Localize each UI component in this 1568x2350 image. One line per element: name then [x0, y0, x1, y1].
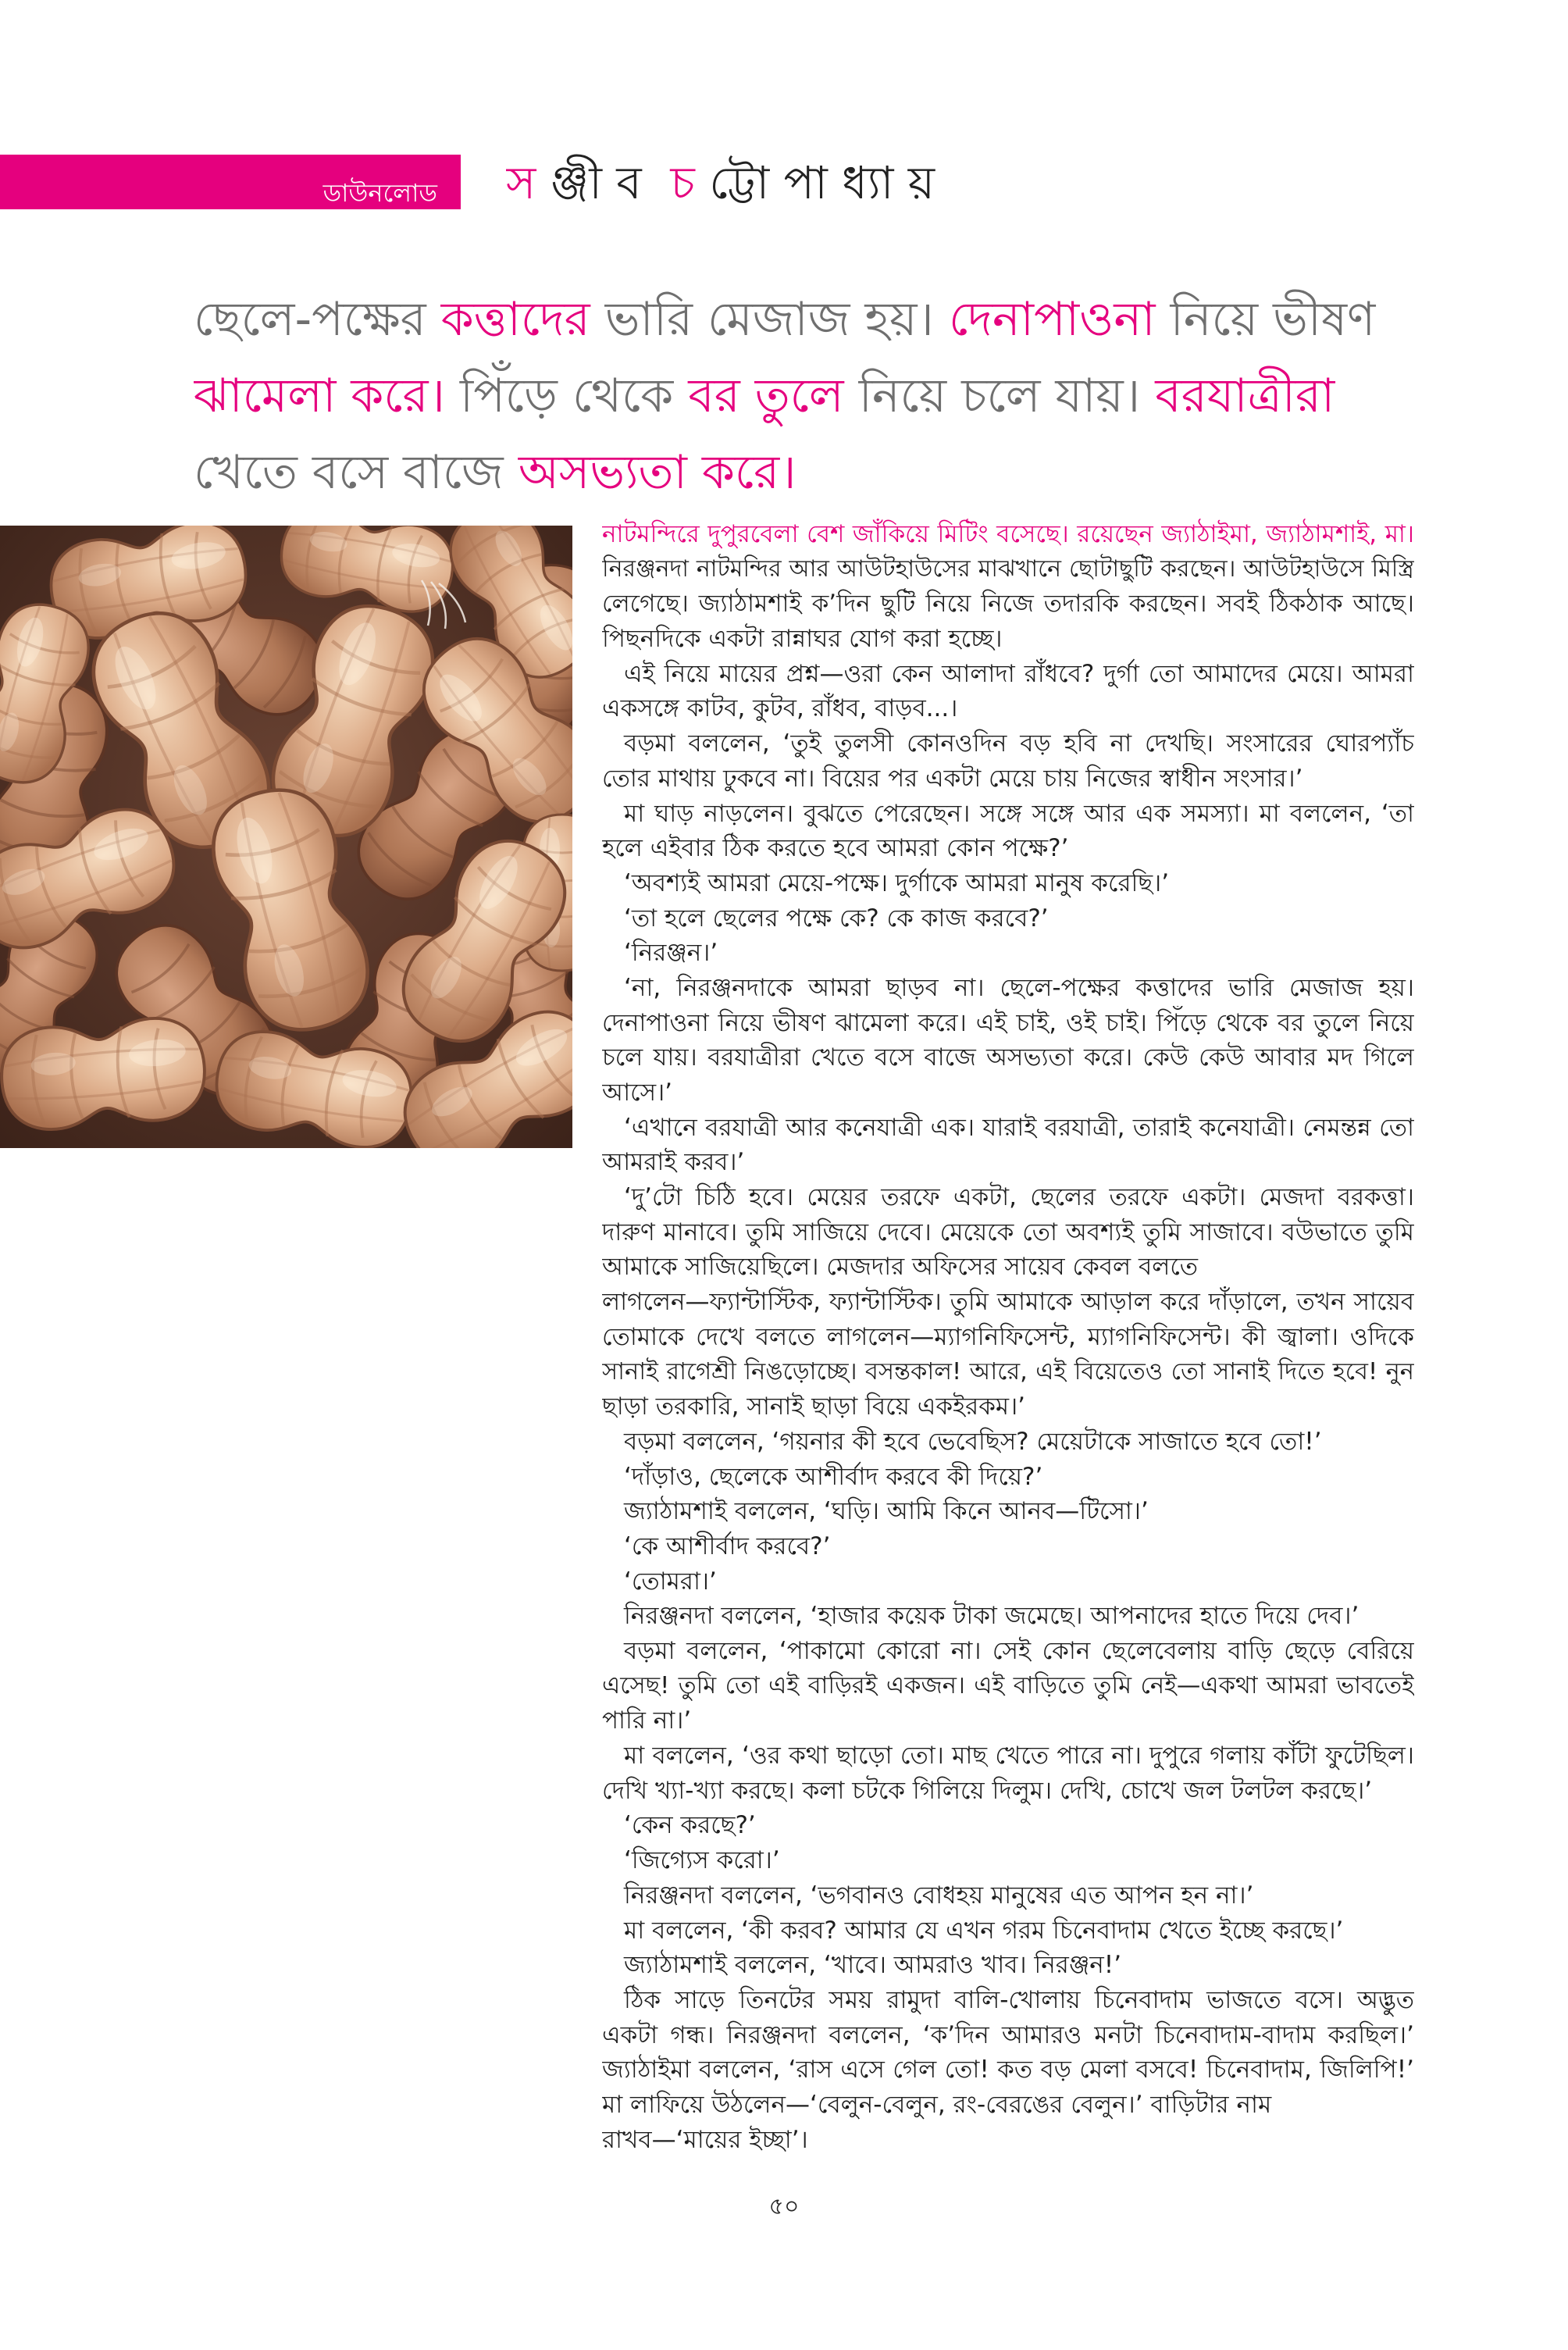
body-line — [602, 2123, 1414, 2158]
pull-quote-line — [194, 434, 1537, 511]
body-line-text: বড়মা বললেন, ‘গয়নার কী হবে ভেবেছিস? মেয়েটাকে সাজাতে হবে তো!’ — [624, 1427, 1322, 1456]
body-line — [602, 1075, 1414, 1111]
body-line — [602, 1843, 1414, 1878]
body-line-text: হলে এইবার ঠিক করতে হবে আমরা কোন পক্ষে?’ — [602, 834, 1069, 863]
author-initial: স — [506, 156, 536, 209]
body-line-text: ‘অবশ্যই আমরা মেয়ে-পক্ষে। দুর্গাকে আমরা মানুষ করেছি।’ — [624, 868, 1170, 897]
body-line-text: একটা গন্ধ। নিরঞ্জনদা বললেন, ‘ক’দিন আমারও মনটা চিনেবাদাম-বাদাম করছিল।’ — [602, 2020, 1414, 2049]
body-line — [602, 1599, 1414, 1634]
body-line-text: একসঙ্গে কাটব, কুটব, রাঁধব, বাড়ব...। — [602, 694, 958, 723]
body-line-text: এসেছ! তুমি তো এই বাড়িরই একজন। এই বাড়িতে তুমি নেই—একথা আমরা ভাবতেই — [602, 1671, 1414, 1699]
pull-quote-text: নিয়ে ভীষণ — [1155, 292, 1376, 347]
body-line — [602, 1320, 1414, 1355]
section-banner — [0, 155, 461, 209]
body-line — [602, 971, 1414, 1006]
body-line-text: ‘না, নিরঞ্জনদাকে আমরা ছাড়ব না। ছেলে-পক্ষের কত্তাদের ভারি মেজাজ হয়। — [624, 973, 1414, 1002]
body-line — [602, 1529, 1414, 1564]
body-line-text: তোমাকে দেখে বলতে লাগলেন—ম্যাগনিফিসেন্ট, ম্যাগনিফিসেন্ট। কী জ্বালা। ওদিকে — [602, 1322, 1414, 1351]
pull-quote-line-text — [194, 292, 1375, 347]
peanuts-photo-graphic — [0, 526, 572, 1148]
body-line-text: ‘দাঁড়াও, ছেলেকে আশীর্বাদ করবে কী দিয়ে?’ — [624, 1462, 1043, 1491]
body-line — [602, 797, 1414, 832]
body-line-text: বড়মা বললেন, ‘তুই তুলসী কোনওদিন বড় হবি না দেখছি। সংসারের ঘোরপ্যাঁচ — [624, 729, 1414, 758]
body-line-text: জ্যাঠামশাই বললেন, ‘ঘড়ি। আমি কিনে আনব—টিসো।’ — [624, 1497, 1149, 1526]
body-line — [602, 866, 1414, 901]
body-line-text: আমরাই করব।’ — [602, 1148, 745, 1177]
body-line — [602, 1703, 1414, 1738]
pull-quote-line-text — [194, 369, 1335, 423]
body-line-text: দেখি খ্যা-খ্যা করছে। কলা চটকে গিলিয়ে দিলুম। দেখি, চোখে জল টলটল করছে।’ — [602, 1776, 1373, 1805]
body-line — [602, 1040, 1414, 1075]
body-line — [602, 901, 1414, 936]
body-line — [602, 1250, 1414, 1285]
body-line-text: নিরঞ্জনদা বললেন, ‘হাজার কয়েক টাকা জমেছে। আপনাদের হাতে দিয়ে দেব।’ — [624, 1602, 1360, 1631]
body-line — [602, 831, 1414, 866]
pull-quote-text: পিঁড়ে থেকে — [444, 369, 689, 423]
body-line-text: মা লাফিয়ে উঠলেন—‘বেলুন-বেলুন, রং-বেরঙের বেলুন।’ বাড়িটার নাম — [602, 2090, 1272, 2119]
body-line-text: জ্যাঠামশাই বললেন, ‘খাবে। আমরাও খাব। নিরঞ্জন!’ — [624, 1951, 1122, 1980]
pull-quote-text: খেতে বসে বাজে — [194, 445, 519, 500]
body-line-text: ‘জিগ্যেস করো।’ — [624, 1846, 780, 1875]
body-line-text: এই নিয়ে মায়ের প্রশ্ন—ওরা কেন আলাদা রাঁধবে? দুর্গা তো আমাদের মেয়ে। আমরা — [624, 659, 1414, 688]
pull-quote-text: নিয়ে চলে যায়। — [843, 369, 1156, 423]
body-line-text: দারুণ মানাবে। তুমি সাজিয়ে দেবে। মেয়েকে তো অবশ্যই তুমি সাজাবে। বউভাতে তুমি — [602, 1218, 1414, 1246]
body-line — [602, 2018, 1414, 2053]
body-line-text: ‘তোমরা।’ — [624, 1567, 717, 1596]
peanuts-photo — [0, 526, 572, 1148]
body-line — [602, 726, 1414, 761]
body-line-text: পারি না।’ — [602, 1706, 692, 1735]
body-line — [602, 1111, 1414, 1146]
body-line-text: আসে।’ — [602, 1079, 673, 1107]
body-line — [602, 587, 1414, 622]
pull-quote-highlight: দেনাপাওনা — [948, 292, 1156, 347]
body-line — [602, 1948, 1414, 1983]
pull-quote-text: ছেলে-পক্ষের — [194, 292, 441, 347]
pull-quote — [194, 281, 1537, 511]
body-line — [602, 1913, 1414, 1949]
pull-quote-highlight: কত্তাদের — [440, 292, 590, 347]
author-name — [506, 150, 1443, 216]
body-line-text: ছাড়া তরকারি, সানাই ছাড়া বিয়ে একইরকম।’ — [602, 1393, 1026, 1421]
body-line-text: বড়মা বললেন, ‘পাকামো কোরো না। সেই কোন ছেলেবেলায় বাড়ি ছেড়ে বেরিয়ে — [624, 1637, 1414, 1665]
body-line-text: মা বললেন, ‘ওর কথা ছাড়ো তো। মাছ খেতে পারে না। দুপুরে গলায় কাঁটা ফুটেছিল। — [624, 1742, 1414, 1771]
body-line — [602, 761, 1414, 797]
body-line — [602, 1355, 1414, 1390]
body-line — [602, 936, 1414, 971]
body-line-text: ‘কে আশীর্বাদ করবে?’ — [624, 1532, 831, 1560]
author-name-part: ঞ্জী ব — [536, 156, 671, 209]
body-line — [602, 1494, 1414, 1529]
body-line-text: সানাই রাগেশ্রী নিঙড়োচ্ছে। বসন্তকাল! আরে, এই বিয়েতেও তো সানাই দিতে হবে! নুন — [602, 1357, 1414, 1385]
pull-quote-highlight: বরযাত্রীরা — [1155, 369, 1335, 423]
body-line-text: ‘নিরঞ্জন।’ — [624, 939, 718, 968]
body-line — [602, 657, 1414, 692]
body-line — [602, 552, 1414, 587]
body-line — [602, 1460, 1414, 1495]
body-line — [602, 1564, 1414, 1599]
body-line — [602, 1006, 1414, 1041]
body-line-text: জ্যাঠাইমা বললেন, ‘রাস এসে গেল তো! কত বড় মেলা বসবে! চিনেবাদাম, জিলিপি!’ — [602, 2056, 1414, 2084]
pull-quote-line-text — [194, 445, 796, 500]
pull-quote-highlight: বর তুলে — [688, 369, 844, 423]
lead-in-line — [602, 517, 1414, 552]
body-line — [602, 1215, 1414, 1250]
section-label: ডাউনলোড — [323, 178, 437, 208]
author-initial: চ — [670, 156, 695, 209]
pull-quote-text: ভারি মেজাজ হয়। — [590, 292, 949, 347]
body-line-text: ‘কেন করছে?’ — [624, 1811, 756, 1840]
body-line — [602, 2052, 1414, 2088]
body-line-text: লাগলেন—ফ্যান্টাস্টিক, ফ্যান্টাস্টিক। তুমি আমাকে আড়াল করে দাঁড়ালে, তখন সায়েব — [602, 1288, 1414, 1317]
article-body — [602, 517, 1414, 2157]
body-line-text: নাটমন্দিরে দুপুরবেলা বেশ জাঁকিয়ে মিটিং বসেছে। রয়েছেন জ্যাঠাইমা, জ্যাঠামশাই, মা। — [602, 520, 1414, 548]
body-line-text: রাখব—‘মায়ের ইচ্ছা’। — [602, 2125, 808, 2154]
author-name-part: ট্টো পা ধ্যা য় — [694, 156, 935, 209]
body-line — [602, 1878, 1414, 1913]
body-line-text: নিরঞ্জনদা নাটমন্দির আর আউটহাউসের মাঝখানে ছোটাছুটি করছেন। আউটহাউসে মিস্ত্রি — [602, 555, 1414, 583]
body-line — [602, 1389, 1414, 1425]
body-line — [602, 1738, 1414, 1774]
body-line — [602, 2088, 1414, 2123]
pull-quote-line — [194, 281, 1537, 358]
pull-quote-highlight: অসভ্যতা করে। — [518, 445, 796, 500]
body-line — [602, 691, 1414, 726]
body-line-text: আমাকে সাজিয়েছিলে। মেজদার অফিসের সায়েব কেবল বলতে — [602, 1253, 1199, 1282]
body-line-text: নিরঞ্জনদা বললেন, ‘ভগবানও বোধহয় মানুষের এত আপন হন না।’ — [624, 1881, 1254, 1910]
body-line-text: মা ঘাড় নাড়লেন। বুঝতে পেরেছেন। সঙ্গে সঙ্গে আর এক সমস্যা। মা বললেন, ‘তা — [624, 799, 1414, 828]
page-number: ৫০ — [768, 2193, 800, 2220]
body-line-text: তোর মাথায় ঢুকবে না। বিয়ের পর একটা মেয়ে চায় নিজের স্বাধীন সংসার।’ — [602, 764, 1303, 793]
body-line — [602, 1669, 1414, 1704]
body-line-text: পিছনদিকে একটা রান্নাঘর যোগ করা হচ্ছে। — [602, 625, 1003, 654]
body-line-text: দেনাপাওনা নিয়ে ভীষণ ঝামেলা করে। এই চাই, ওই চাই। পিঁড়ে থেকে বর তুলে নিয়ে — [602, 1008, 1414, 1037]
body-line-text: ঠিক সাড়ে তিনটের সময় রামুদা বালি-খোলায় চিনেবাদাম ভাজতে বসে। অদ্ভুত — [624, 1985, 1414, 2014]
body-line — [602, 1285, 1414, 1320]
body-line — [602, 622, 1414, 657]
body-line — [602, 1634, 1414, 1669]
pull-quote-highlight: ঝামেলা করে। — [194, 369, 445, 423]
pull-quote-line — [194, 358, 1537, 434]
body-line-text: ‘এখানে বরযাত্রী আর কনেযাত্রী এক। যারাই বরযাত্রী, তারাই কনেযাত্রী। নেমন্তন্ন তো — [624, 1113, 1414, 1142]
body-line — [602, 1180, 1414, 1215]
body-line-text: চলে যায়। বরযাত্রীরা খেতে বসে বাজে অসভ্যতা করে। কেউ কেউ আবার মদ গিলে — [602, 1043, 1414, 1072]
body-line-text: লেগেছে। জ্যাঠামশাই ক’দিন ছুটি নিয়ে নিজে তদারকি করছেন। সবই ঠিকঠাক আছে। — [602, 590, 1414, 619]
body-line — [602, 1808, 1414, 1843]
body-line-text: ‘দু’টো চিঠি হবে। মেয়ের তরফে একটা, ছেলের তরফে একটা। মেজদা বরকত্তা। — [624, 1183, 1414, 1212]
body-line-text: ‘তা হলে ছেলের পক্ষে কে? কে কাজ করবে?’ — [624, 904, 1049, 933]
body-line — [602, 1425, 1414, 1460]
body-line — [602, 1774, 1414, 1809]
body-line-text: মা বললেন, ‘কী করব? আমার যে এখন গরম চিনেবাদাম খেতে ইচ্ছে করছে।’ — [624, 1916, 1344, 1945]
body-line — [602, 1983, 1414, 2018]
body-line — [602, 1145, 1414, 1180]
